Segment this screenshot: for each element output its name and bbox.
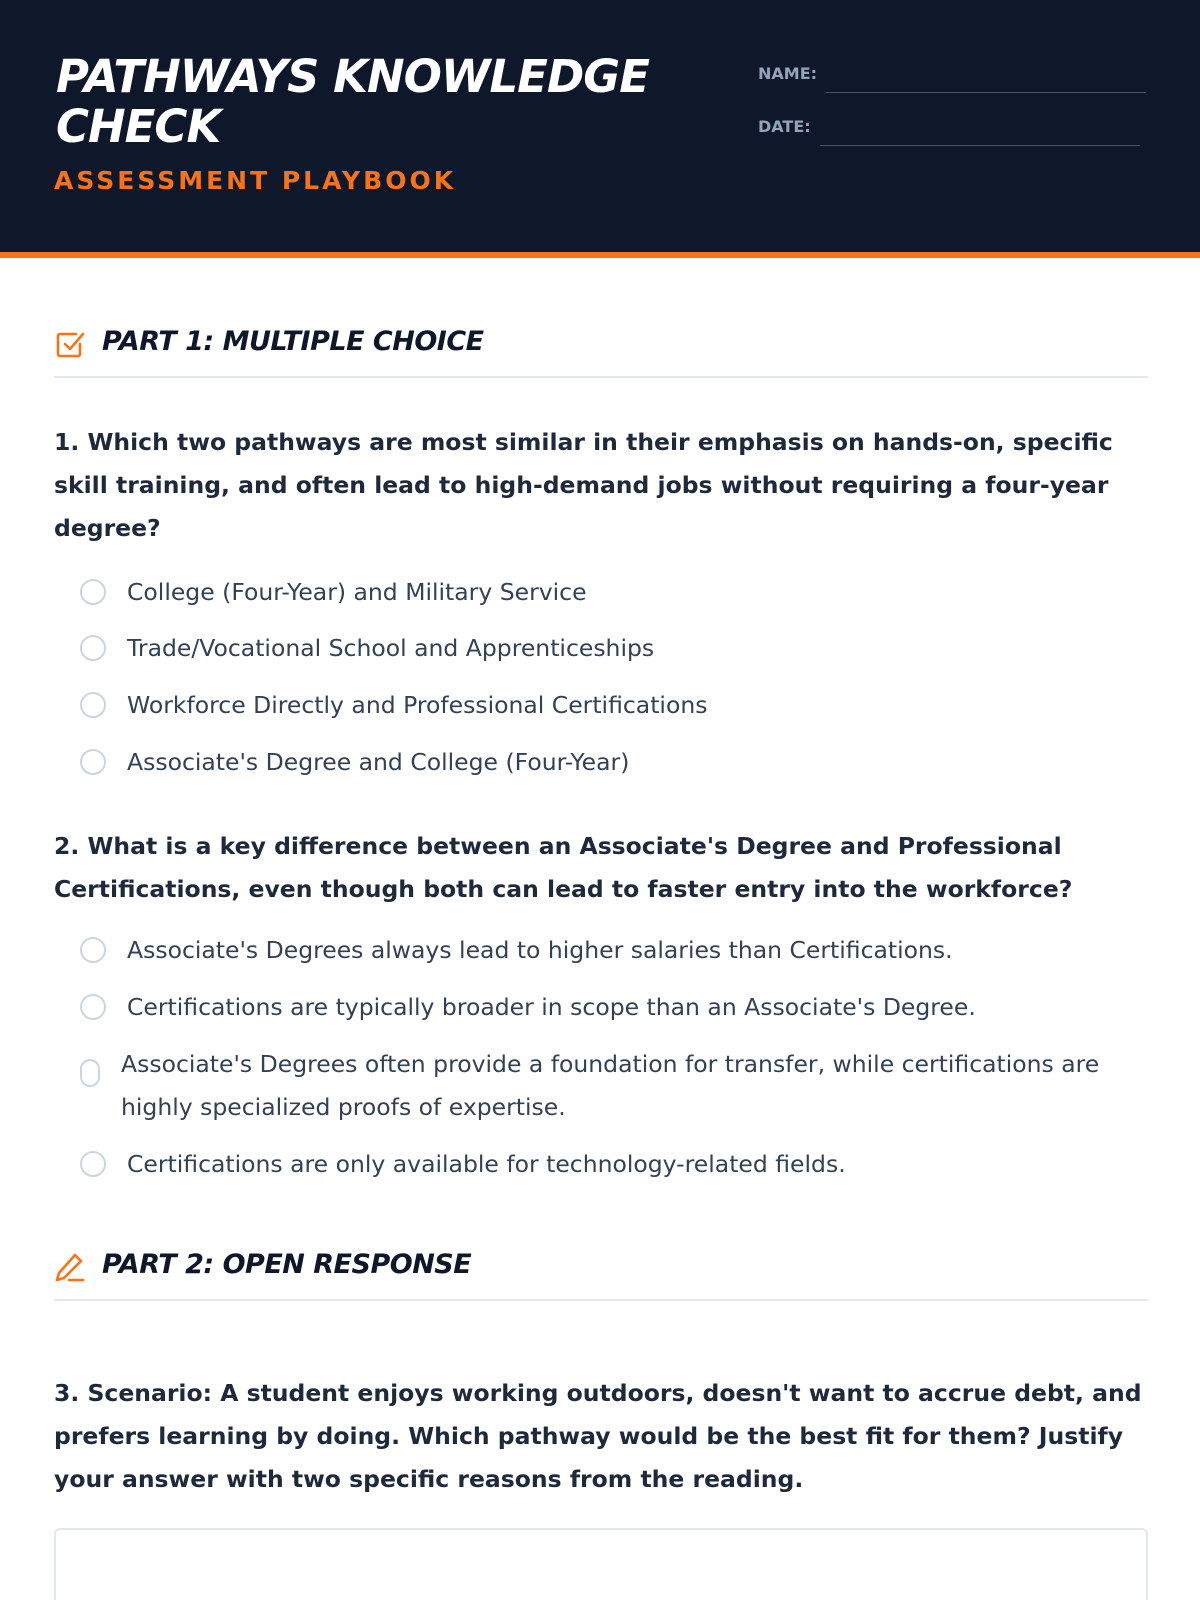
option-label: Certifications are only available for technology-related fields.: [127, 1150, 846, 1178]
radio-button[interactable]: [80, 749, 106, 775]
option-label: College (Four-Year) and Military Service: [127, 578, 587, 606]
q1-option-a[interactable]: [80, 571, 1150, 615]
radio-button[interactable]: [80, 937, 106, 963]
question-3: 3. Scenario: A student enjoys working outdoors, doesn't want to accrue debt, and prefers learning by doing. Which pathway would be the best fit for them? Justify your answer with two specific reasons from the reading.: [54, 1379, 1142, 1493]
page-header: [0, 0, 1200, 258]
question-2: 2. What is a key difference between an Associate's Degree and Professional Certifications, even though both can lead to faster entry into the workforce?: [54, 832, 1073, 903]
pencil-icon: [54, 1251, 86, 1283]
name-field[interactable]: [826, 92, 1146, 93]
radio-button[interactable]: [80, 1059, 100, 1087]
date-field[interactable]: [820, 145, 1140, 146]
q2-option-a[interactable]: [80, 929, 1150, 973]
q1-option-d[interactable]: [80, 741, 1150, 785]
question-1: 1. Which two pathways are most similar in their emphasis on hands-on, specific skill training, and often lead to high-demand jobs without requiring a four-year degree?: [54, 428, 1113, 542]
option-label: Workforce Directly and Professional Certifications: [127, 691, 708, 719]
radio-button[interactable]: [80, 1151, 106, 1177]
q2-option-d[interactable]: [80, 1143, 1150, 1187]
q1-option-c[interactable]: [80, 684, 1150, 728]
option-label: Trade/Vocational School and Apprenticeships: [127, 634, 655, 662]
radio-button[interactable]: [80, 994, 106, 1020]
option-label: Associate's Degrees often provide a foundation for transfer, while certifications are highly specialized proofs of expertise.: [121, 1050, 1100, 1121]
name-label: NAME:: [758, 64, 818, 83]
section-title: PART 1: MULTIPLE CHOICE: [102, 326, 484, 357]
q2-option-b[interactable]: [80, 986, 1150, 1030]
checkbox-icon: [54, 328, 86, 360]
option-label: Associate's Degrees always lead to higher salaries than Certifications.: [127, 936, 953, 964]
page-title: PATHWAYS KNOWLEDGE CHECK: [56, 50, 649, 153]
option-label: Certifications are typically broader in scope than an Associate's Degree.: [127, 993, 976, 1021]
section-part-2: [54, 1241, 1148, 1301]
q2-option-c[interactable]: [80, 1043, 1150, 1131]
date-label: DATE:: [758, 117, 811, 136]
radio-button[interactable]: [80, 579, 106, 605]
radio-button[interactable]: [80, 635, 106, 661]
section-part-1: [54, 318, 1148, 378]
q1-option-b[interactable]: [80, 627, 1150, 671]
section-title: PART 2: OPEN RESPONSE: [102, 1249, 472, 1280]
page-subtitle: ASSESSMENT PLAYBOOK: [54, 166, 457, 195]
answer-textarea[interactable]: [54, 1528, 1148, 1600]
option-label: Associate's Degree and College (Four-Year): [127, 748, 630, 776]
radio-button[interactable]: [80, 692, 106, 718]
